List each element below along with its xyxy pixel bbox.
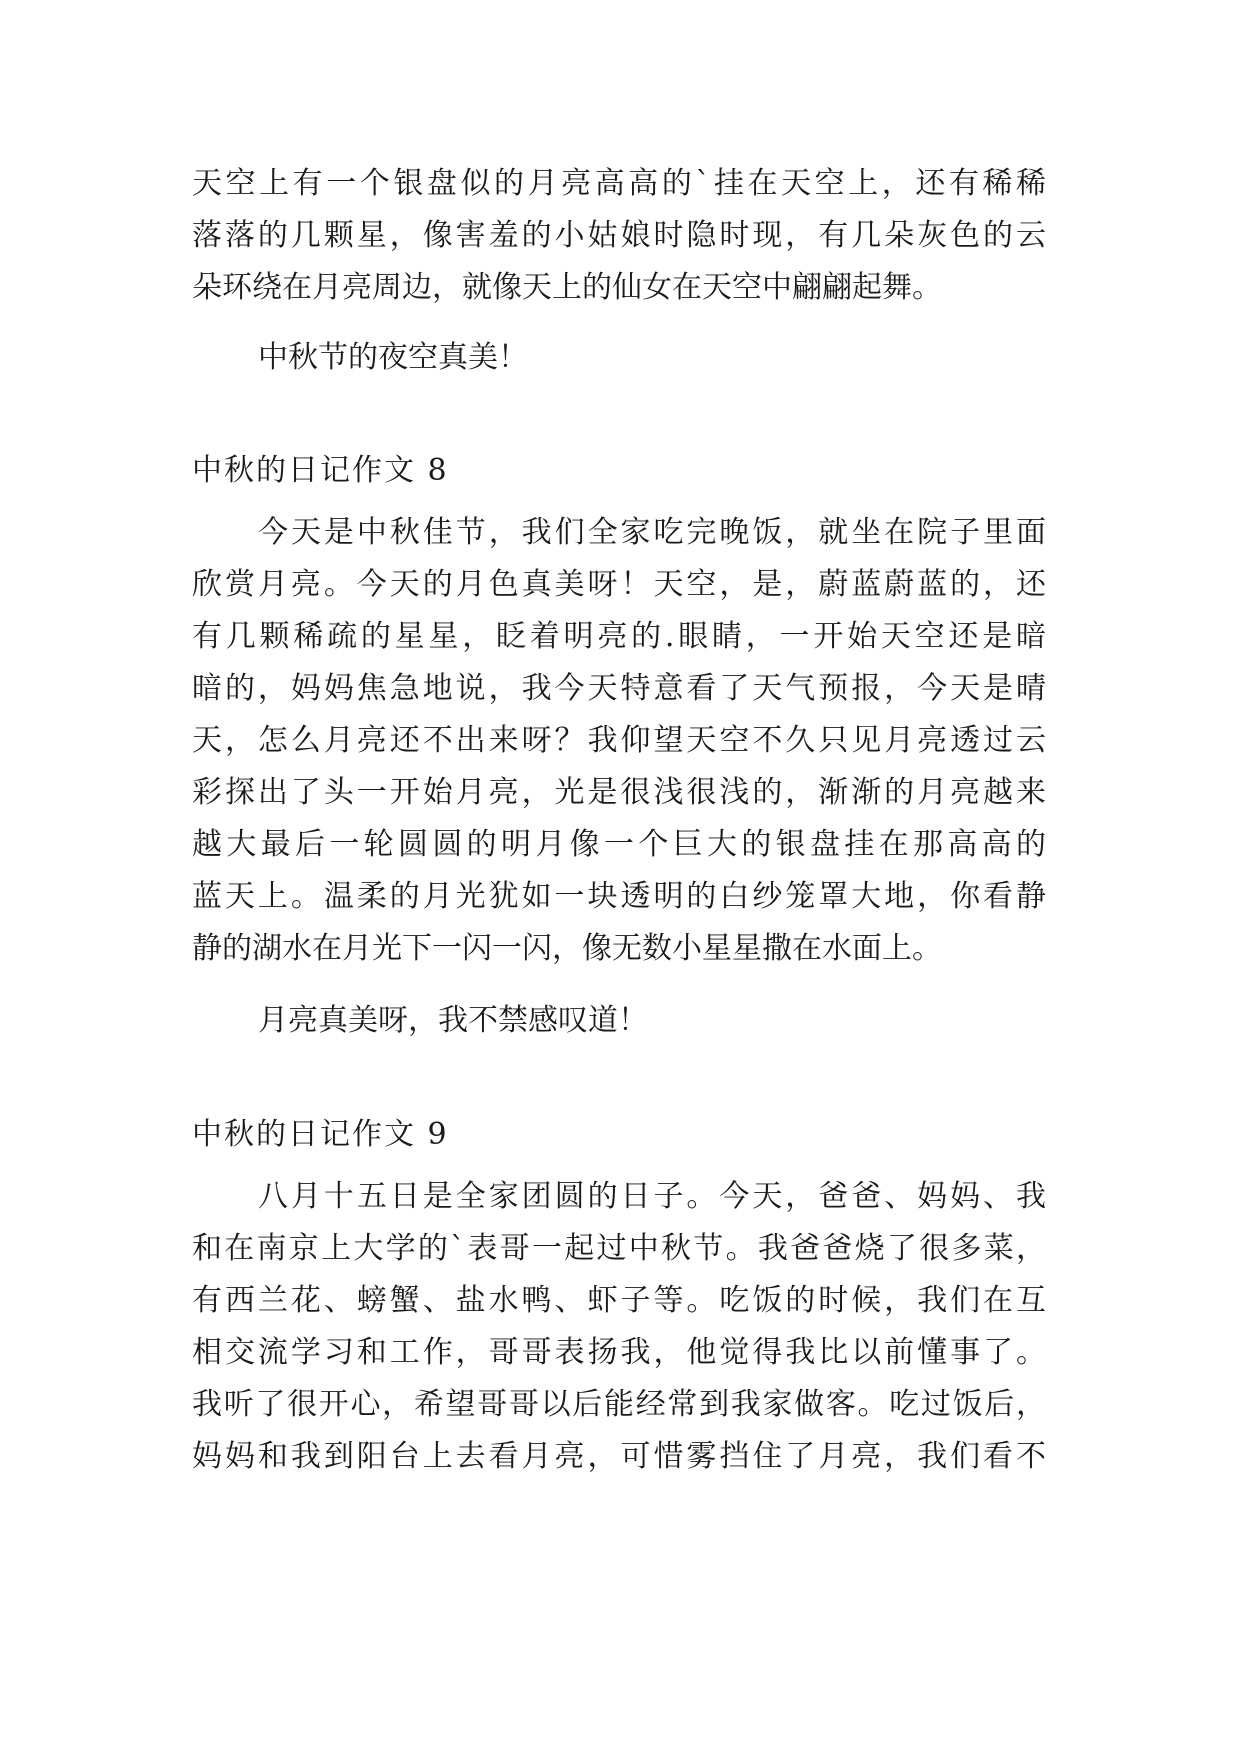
paragraph-line: 月亮真美呀，我不禁感叹道！: [258, 1003, 648, 1038]
paragraph-line: 中秋节的夜空真美！: [258, 340, 528, 375]
paragraph-line: 我听了很开心，希望哥哥以后能经常到我家做客。吃过饭后，: [192, 1387, 1046, 1422]
paragraph-line: 妈妈和我到阳台上去看月亮，可惜雾挡住了月亮，我们看不: [192, 1439, 1046, 1474]
paragraph-line: 相交流学习和工作，哥哥表扬我，他觉得我比以前懂事了。: [192, 1335, 1046, 1370]
paragraph-line: 静的湖水在月光下一闪一闪，像无数小星星撒在水面上。: [192, 931, 942, 966]
paragraph-line: 有几颗稀疏的星星，眨着明亮的.眼睛，一开始天空还是暗: [192, 619, 1046, 654]
paragraph-line: 越大最后一轮圆圆的明月像一个巨大的银盘挂在那高高的: [192, 827, 1046, 862]
paragraph-line: 八月十五日是全家团圆的日子。今天，爸爸、妈妈、我: [258, 1179, 1046, 1214]
paragraph-line: 蓝天上。温柔的月光犹如一块透明的白纱笼罩大地，你看静: [192, 879, 1046, 914]
section-heading: 中秋的日记作文 8: [192, 453, 449, 488]
section-heading: 中秋的日记作文 9: [192, 1117, 449, 1152]
paragraph-line: 落落的几颗星，像害羞的小姑娘时隐时现，有几朵灰色的云: [192, 218, 1046, 253]
paragraph-line: 和在南京上大学的`表哥一起过中秋节。我爸爸烧了很多菜，: [192, 1231, 1046, 1266]
paragraph-line: 天空上有一个银盘似的月亮高高的`挂在天空上，还有稀稀: [192, 166, 1046, 201]
paragraph-line: 有西兰花、螃蟹、盐水鸭、虾子等。吃饭的时候，我们在互: [192, 1283, 1046, 1318]
paragraph-line: 欣赏月亮。今天的月色真美呀！天空，是，蔚蓝蔚蓝的，还: [192, 567, 1046, 602]
paragraph-line: 天，怎么月亮还不出来呀？我仰望天空不久只见月亮透过云: [192, 723, 1046, 758]
paragraph-line: 彩探出了头一开始月亮，光是很浅很浅的，渐渐的月亮越来: [192, 775, 1046, 810]
paragraph-line: 朵环绕在月亮周边，就像天上的仙女在天空中翩翩起舞。: [192, 270, 942, 305]
paragraph-line: 今天是中秋佳节，我们全家吃完晚饭，就坐在院子里面: [258, 515, 1046, 550]
paragraph-line: 暗的，妈妈焦急地说，我今天特意看了天气预报，今天是晴: [192, 671, 1046, 706]
